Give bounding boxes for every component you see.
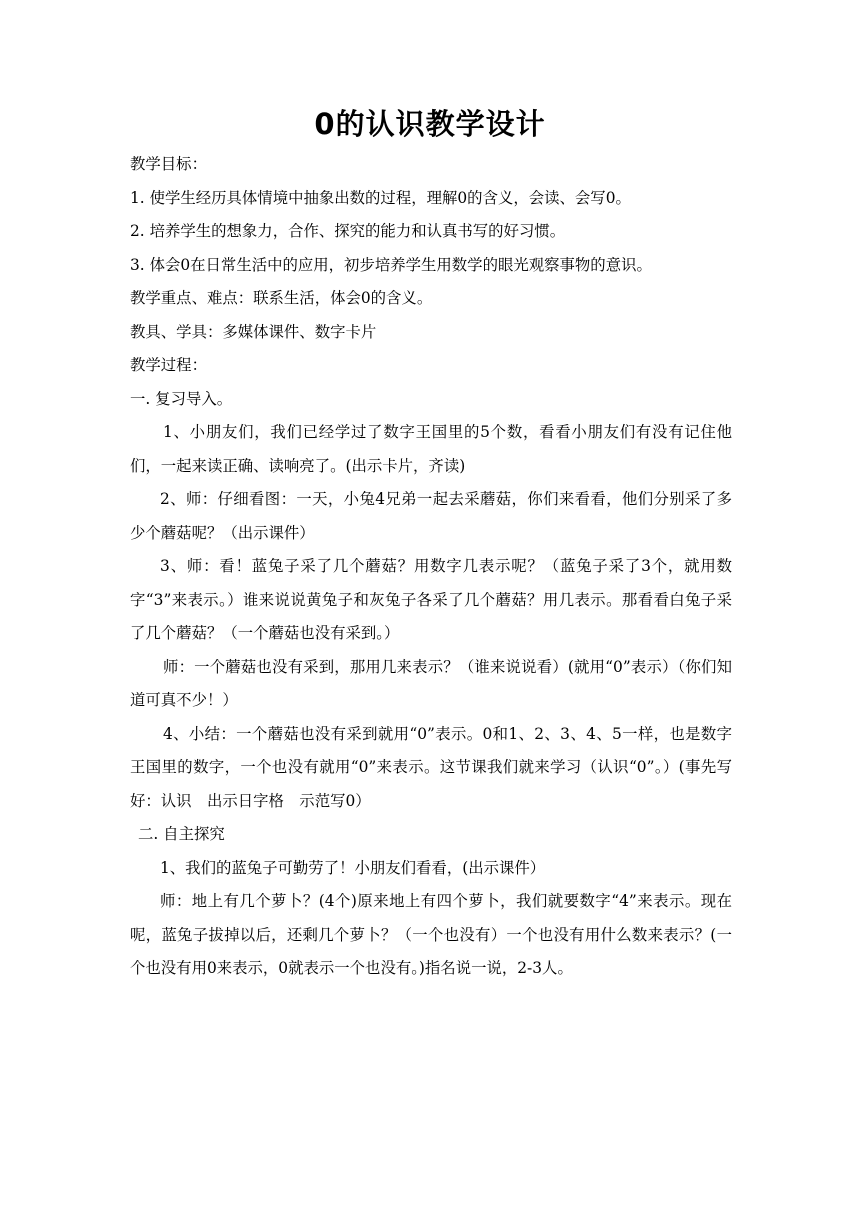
paragraph-summary: 4、小结：一个蘑菇也没有采到就用“0”表示。0和1、2、3、4、5一样，也是数字王国里的数字，一个也没有就用“0”来表示。这节课我们就来学习（认识“0”。）(事先写好：认识 出示日字格 示范写0） — [130, 724, 732, 810]
paragraph-review-2: 2、师：仔细看图：一天，小兔4兄弟一起去采蘑菇，你们来看看，他们分别采了多少个蘑菇呢？（出示课件） — [130, 490, 732, 542]
process-heading: 教学过程： — [130, 356, 207, 374]
document-body — [130, 148, 732, 986]
teaching-tools: 教具、学具：多媒体课件、数字卡片 — [130, 322, 377, 341]
paragraph-explore-2: 师：地上有几个萝卜？(4个)原来地上有四个萝卜，我们就要数字“4”来表示。现在呢，蓝兔子拔掉以后，还剩几个萝卜？（一个也没有）一个也没有用什么数来表示？(一个也没有用0来表示，0就表示一个也没有。)指名说一说，2-3人。 — [130, 892, 732, 977]
paragraph-review-1: 1、小朋友们，我们已经学过了数字王国里的5个数，看看小朋友们有没有记住他们，一起来读正确、读响亮了。(出示卡片，齐读) — [130, 423, 732, 475]
objectives-heading: 教学目标： — [130, 155, 207, 173]
paragraph-review-3: 3、师：看！蓝兔子采了几个蘑菇？用数字几表示呢？（蓝兔子采了3个，就用数字“3”来表示。）谁来说说黄兔子和灰兔子各采了几个蘑菇？用几表示。那看看白兔子采了几个蘑菇？（一个蘑菇也没有采到。） — [130, 557, 732, 642]
document-title: 0的认识教学设计 — [314, 107, 546, 141]
objective-2: 2. 培养学生的想象力，合作、探究的能力和认真书写的好习惯。 — [130, 222, 566, 240]
objective-1: 1. 使学生经历具体情境中抽象出数的过程，理解0的含义，会读、会写0。 — [130, 188, 631, 207]
paragraph-explore-1: 1、我们的蓝兔子可勤劳了！小朋友们看看，(出示课件） — [160, 858, 546, 877]
section-2-heading: 二. 自主探究 — [138, 825, 225, 843]
paragraph-review-4: 师：一个蘑菇也没有采到，那用几来表示？（谁来说说看）(就用“0”表示）（你们知道可真不少！） — [130, 657, 732, 709]
section-1-heading: 一. 复习导入。 — [130, 389, 233, 408]
objective-3: 3. 体会0在日常生活中的应用，初步培养学生用数学的眼光观察事物的意识。 — [130, 255, 652, 274]
focus-difficulty: 教学重点、难点：联系生活，体会0的含义。 — [130, 289, 433, 307]
